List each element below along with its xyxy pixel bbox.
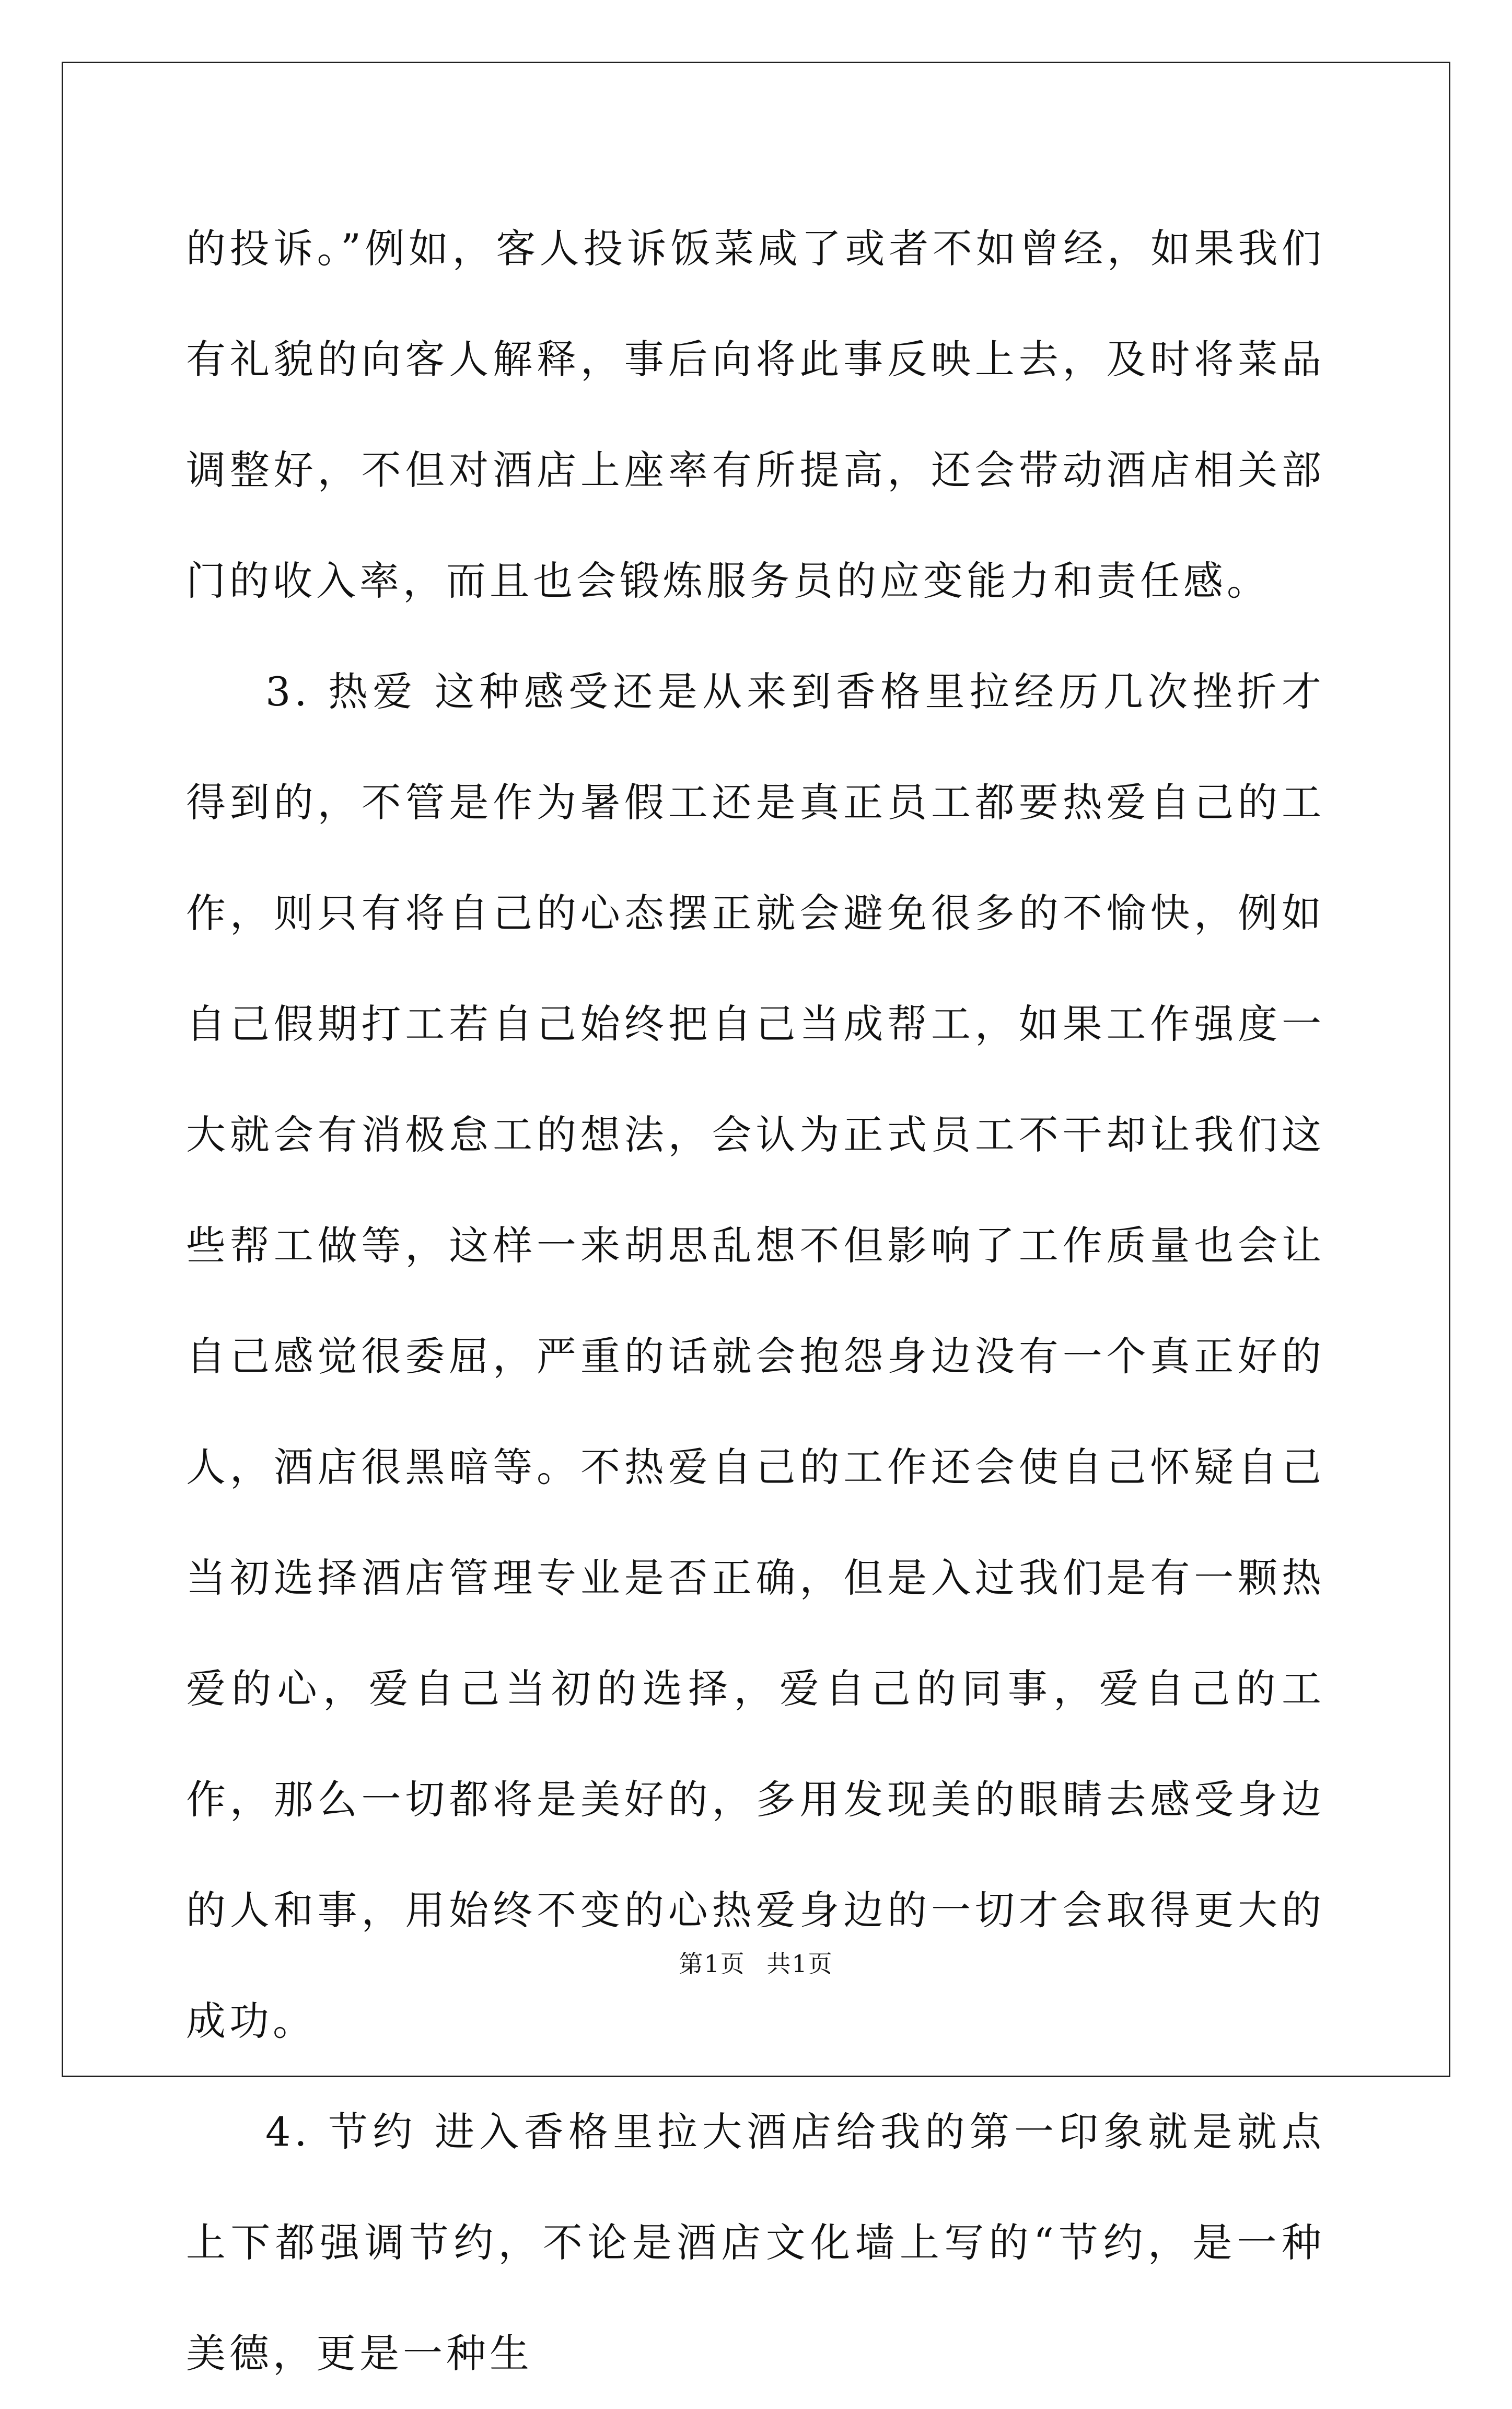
document-body	[186, 193, 1325, 2409]
page-footer	[0, 1945, 1512, 1979]
paragraph-love-work: 3. 热爱 这种感受还是从来到香格里拉经历几次挫折才得到的，不管是作为暑假工还是真正员工都要热爱自己的工作，则只有将自己的心态摆正就会避免很多的不愉快，例如自己假期打工若自己始终把自己当成帮工，如果工作强度一大就会有消极怠工的想法，会认为正式员工不干却让我们这些帮工做等，这样一来胡思乱想不但影响了工作质量也会让自己感觉很委屈，严重的话就会抱怨身边没有一个真正好的人，酒店很黑暗等。不热爱自己的工作还会使自己怀疑自己当初选择酒店管理专业是否正确，但是入过我们是有一颗热爱的心，爱自己当初的选择，爱自己的同事，爱自己的工作，那么一切都将是美好的，多用发现美的眼睛去感受身边的人和事，用始终不变的心热爱身边的一切才会取得更大的成功。	[186, 668, 1325, 2044]
page-number: 第1页	[679, 1950, 746, 1978]
page-total: 共1页	[766, 1950, 833, 1978]
paragraph-complaint-handling: 的投诉。”例如，客人投诉饭菜咸了或者不如曾经，如果我们有礼貌的向客人解释，事后向将此事反映上去，及时将菜品调整好，不但对酒店上座率有所提高，还会带动酒店相关部门的收入率，而且也会锻炼服务员的应变能力和责任感。	[186, 225, 1325, 604]
paragraph-thrift: 4. 节约 进入香格里拉大酒店给我的第一印象就是就点上下都强调节约，不论是酒店文化墙上写的“节约，是一种美德，更是一种生	[186, 2109, 1325, 2377]
